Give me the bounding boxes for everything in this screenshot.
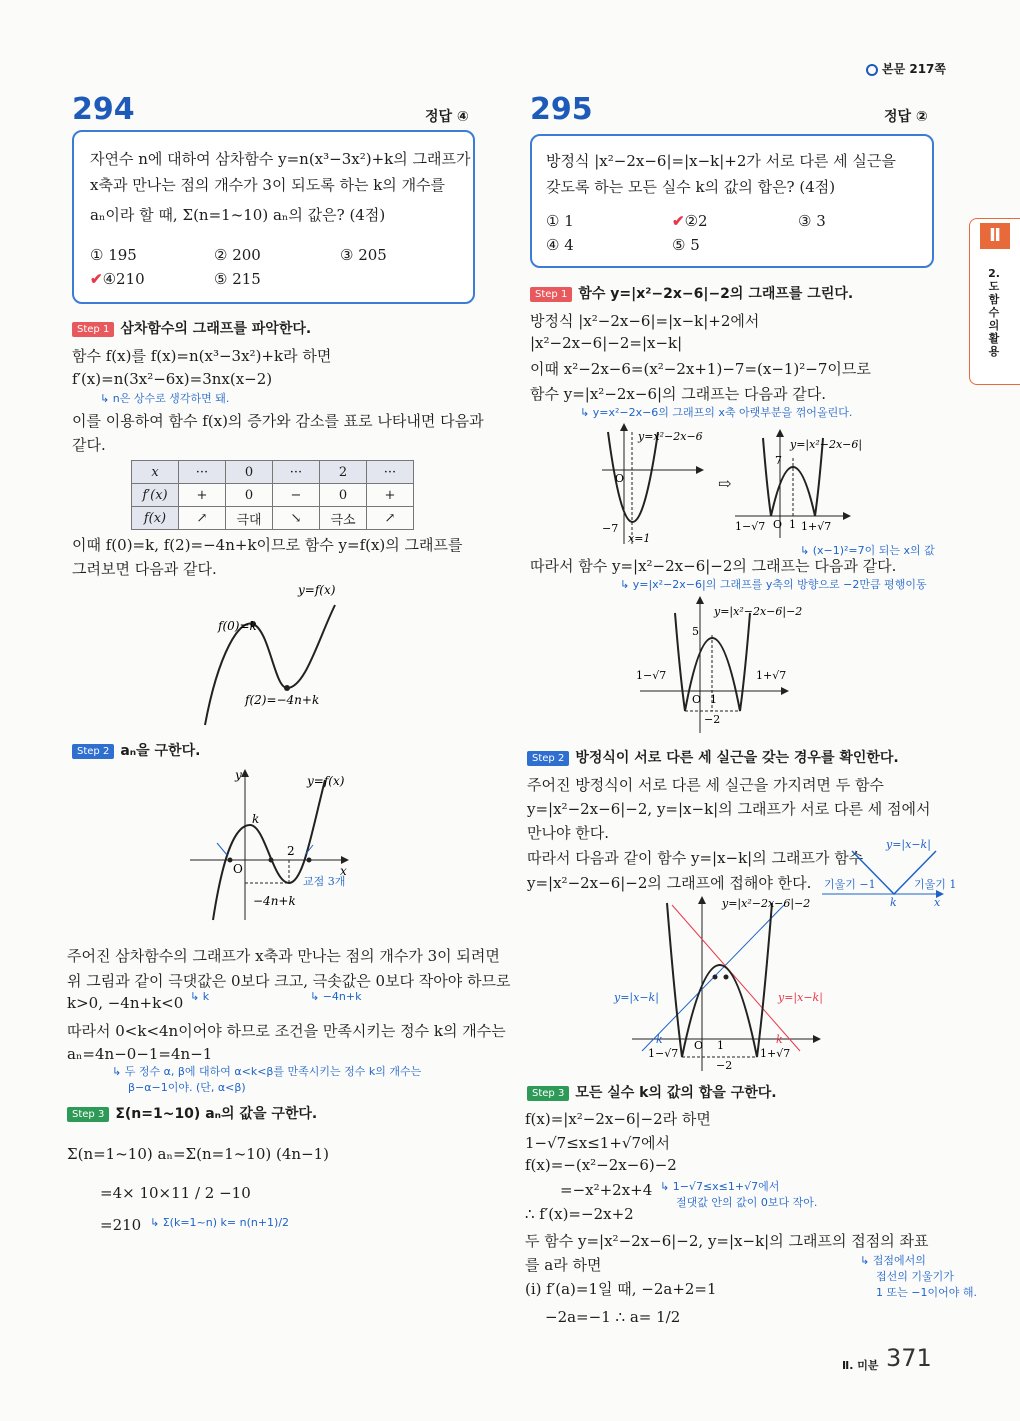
note-tangent-2: 접선의 기울기가 <box>876 1270 954 1283</box>
choice-1: ① 195 <box>90 246 137 264</box>
two-label: 2 <box>287 844 295 858</box>
k-label: k <box>890 896 897 909</box>
step-badge: Step 1 <box>72 322 114 337</box>
intersection-1 <box>228 858 233 863</box>
step2-heading-295: Step 2 방정식이 서로 다른 세 실근을 갖는 경우를 확인한다. <box>527 747 899 767</box>
m2-label: −2 <box>716 1059 733 1072</box>
problem-number-295: 295 <box>530 92 593 127</box>
choice-1: ① 1 <box>546 212 574 230</box>
s295-7: y=|x²−2x−6|−2, y=|x−k|의 그래프가 서로 다른 세 점에서 <box>527 800 931 818</box>
step1-heading-294: Step 1 삼차함수의 그래프를 파악한다. <box>72 318 311 338</box>
choice-2-selected: ✔②2 <box>672 212 708 230</box>
origin-label: O <box>692 693 702 706</box>
step1-heading-295: Step 1 함수 y=|x²−2x−6|−2의 그래프를 그린다. <box>530 283 853 303</box>
x-arrow <box>696 466 704 474</box>
table-cell: ↘ <box>273 507 320 530</box>
step-badge: Step 2 <box>72 744 114 759</box>
choice-4: ④ 4 <box>546 236 574 254</box>
table-cell: ··· <box>367 461 414 484</box>
shifted-curve <box>667 903 772 1057</box>
step-badge: Step 3 <box>527 1086 569 1101</box>
s295-11: f(x)=|x²−2x−6|−2라 하면 <box>525 1110 711 1128</box>
table-cell: + <box>367 484 414 507</box>
left-root-label: 1−√7 <box>735 520 766 533</box>
q294-line2: x축과 만나는 점의 개수가 3이 되도록 하는 k의 개수를 <box>90 176 446 194</box>
red-label: y=|x−k| <box>778 991 823 1004</box>
x1-label: x=1 <box>628 532 651 545</box>
table-cell: + <box>179 484 226 507</box>
s295-1: 방정식 |x²−2x−6|=|x−k|+2에서 <box>530 312 760 330</box>
tangent-point <box>724 975 729 980</box>
s294-7: 주어진 삼차함수의 그래프가 x축과 만나는 점의 개수가 3이 되려면 <box>67 947 500 965</box>
step-badge: Step 3 <box>67 1107 109 1122</box>
s294-6: 그려보면 다음과 같다. <box>72 560 217 578</box>
right-label: 1+√7 <box>756 669 787 682</box>
step2-heading-294: Step 2 aₙ을 구한다. <box>72 740 200 760</box>
note-min: ↳ −4n+k <box>310 990 362 1003</box>
y-label: y <box>235 768 242 782</box>
note-count: ↳ 두 정수 α, β에 대하여 α<k<β를 만족시키는 정수 k의 개수는 <box>112 1065 422 1078</box>
k-label: k <box>252 812 260 826</box>
s294-5: 이때 f(0)=k, f(2)=−4n+k이므로 함수 y=f(x)의 그래프를 <box>72 536 463 554</box>
s294-11: aₙ=4n−0−1=4n−1 <box>67 1045 213 1063</box>
s295-6: 주어진 방정식이 서로 다른 세 실근을 가지려면 두 함수 <box>527 776 884 794</box>
note-negative: 절댓값 안의 값이 0보다 작아. <box>676 1196 818 1209</box>
curve-label: y=f(x) <box>307 774 345 788</box>
cubic-graph-1 <box>190 580 360 730</box>
slope-right: 기울기 1 <box>914 878 957 891</box>
v-label: y=|x−k| <box>886 838 931 851</box>
page-ref: 본문 217쪽 <box>866 60 946 77</box>
origin-label: O <box>233 862 243 876</box>
origin-label: O <box>694 1039 704 1052</box>
s295-19: −2a=−1 ∴ a= 1/2 <box>545 1308 681 1326</box>
table-cell: x <box>132 461 179 484</box>
table-cell: 극소 <box>320 507 367 530</box>
origin-label: O <box>773 518 783 531</box>
choice-5: ⑤ 215 <box>214 270 261 288</box>
step-badge: Step 2 <box>527 751 569 766</box>
tangent-point <box>713 975 718 980</box>
table-cell: ↗ <box>367 507 414 530</box>
origin-label: O <box>615 472 625 485</box>
intersection-2 <box>269 858 274 863</box>
m2-label: −2 <box>704 713 721 726</box>
note-k: ↳ k <box>190 990 210 1003</box>
s295-17: 를 a라 하면 <box>525 1256 602 1274</box>
s295-14: =−x²+2x+4 <box>560 1181 653 1199</box>
min-label: f(2)=−4n+k <box>245 693 320 707</box>
parabola-graph <box>600 422 715 547</box>
choice-3: ③ 205 <box>340 246 387 264</box>
page-number: 371 <box>886 1344 932 1372</box>
answer-295: 정답 ② <box>884 109 928 125</box>
choice-5: ⑤ 5 <box>672 236 700 254</box>
low-label: −4n+k <box>253 894 296 908</box>
note-sigma: ↳ Σ(k=1~n) k= n(n+1)/2 <box>150 1216 290 1229</box>
right-root-label: 1+√7 <box>801 520 832 533</box>
s295-2: |x²−2x−6|−2=|x−k| <box>530 334 683 352</box>
answer-294: 정답 ④ <box>425 109 469 125</box>
y-arrow <box>241 769 249 777</box>
s294-13: =4× 10×11 / 2 −10 <box>100 1184 251 1202</box>
one-label: 1 <box>710 693 717 706</box>
note-roots: ↳ (x−1)²=7이 되는 x의 값 <box>800 544 935 557</box>
x-arrow <box>341 856 349 864</box>
note-shift: ↳ y=|x²−2x−6|의 그래프를 y축의 방향으로 −2만큼 평행이동 <box>620 578 927 591</box>
q294-line3: aₙ이라 할 때, Σ(n=1~10) aₙ의 값은? (4점) <box>90 206 386 224</box>
s295-13: f(x)=−(x²−2x−6)−2 <box>525 1156 677 1174</box>
chapter-tab <box>969 218 1020 385</box>
q295-line2: 갖도록 하는 모든 실수 k의 값의 합은? (4점) <box>546 178 836 196</box>
note-fold: ↳ y=x²−2x−6의 그래프의 x축 아랫부분을 꺾어올린다. <box>580 406 853 419</box>
y-arrow <box>696 596 704 604</box>
k-red-label: k <box>776 1033 783 1046</box>
s295-3: 이때 x²−2x−6=(x²−2x+1)−7=(x−1)²−7이므로 <box>530 360 871 378</box>
table-cell: ↗ <box>179 507 226 530</box>
blue-label: y=|x−k| <box>614 991 659 1004</box>
step3-heading-295: Step 3 모든 실수 k의 값의 합을 구한다. <box>527 1082 777 1102</box>
step-badge: Step 1 <box>530 287 572 302</box>
s295-18: (i) f′(a)=1일 때, −2a+2=1 <box>525 1280 717 1298</box>
s294-1: 함수 f(x)를 f(x)=n(x³−3x²)+k라 하면 <box>72 347 332 365</box>
curve-label: y=|x²−2x−6|−2 <box>714 605 803 618</box>
s295-9: 따라서 다음과 같이 함수 y=|x−k|의 그래프가 함수 <box>527 849 864 867</box>
cross-mark-1 <box>217 843 227 855</box>
step3-heading-294: Step 3 Σ(n=1~10) aₙ의 값을 구한다. <box>67 1103 317 1123</box>
x-arrow <box>781 687 789 695</box>
v-graph <box>822 836 957 909</box>
check-mark-icon: ✔ <box>672 212 685 230</box>
q295-line1: 방정식 |x²−2x−6|=|x−k|+2가 서로 다른 세 실근을 <box>546 152 896 170</box>
note-tangent-1: ↳ 접점에서의 <box>860 1254 926 1267</box>
increase-decrease-table <box>131 460 414 530</box>
footer-section: Ⅱ. 미분 <box>842 1359 879 1372</box>
arrow-icon: ↳ <box>100 392 110 405</box>
q294-line1: 자연수 n에 대하여 삼차함수 y=n(x³−3x²)+k의 그래프가 <box>90 150 471 168</box>
s294-10: 따라서 0<k<4n이어야 하므로 조건을 만족시키는 정수 k의 개수는 <box>67 1022 506 1040</box>
x-label: x <box>934 896 941 909</box>
curve-label: y=x²−2x−6 <box>638 430 703 443</box>
left-label: 1−√7 <box>648 1047 679 1060</box>
curve-label: y=f(x) <box>298 583 336 597</box>
x-arrow <box>843 512 851 520</box>
right-label: 1+√7 <box>760 1047 791 1060</box>
cubic-graph-2 <box>185 765 360 925</box>
min-point <box>284 685 290 691</box>
line-red <box>672 905 800 1051</box>
s294-14: =210 <box>100 1216 142 1234</box>
cross-count: 교점 3개 <box>303 875 346 888</box>
minus7-label: −7 <box>602 522 619 535</box>
max-label: f(0)=k <box>218 619 257 633</box>
choice-3: ③ 3 <box>798 212 826 230</box>
right-arrow-icon: ⇨ <box>718 474 732 493</box>
s295-8: 만나야 한다. <box>527 824 609 842</box>
s295-5: 따라서 함수 y=|x²−2x−6|−2의 그래프는 다음과 같다. <box>530 557 897 575</box>
abs-parabola-graph <box>735 428 863 543</box>
problem-number-294: 294 <box>72 92 135 127</box>
slope-left: 기울기 −1 <box>824 878 876 891</box>
tangent-graph <box>612 893 837 1073</box>
s295-10: y=|x²−2x−6|−2의 그래프에 접해야 한다. <box>527 874 812 892</box>
chapter-title: 2. 도 함 수 의 활 용 <box>988 267 1000 358</box>
y-arrow <box>776 429 784 437</box>
table-cell: f′(x) <box>132 484 179 507</box>
choice-4-selected: ✔④210 <box>90 270 145 288</box>
table-cell: − <box>273 484 320 507</box>
left-label: 1−√7 <box>636 669 667 682</box>
question-box-294 <box>72 130 475 304</box>
x-label: x <box>340 864 347 878</box>
check-mark-icon: ✔ <box>90 270 103 288</box>
circle-bullet-icon <box>866 64 878 76</box>
s294-3: 이를 이용하여 함수 f(x)의 증가와 감소를 표로 나타내면 다음과 <box>72 412 484 430</box>
table-cell: 0 <box>226 461 273 484</box>
table-cell: 극대 <box>226 507 273 530</box>
table-cell: f(x) <box>132 507 179 530</box>
s294-9: k>0, −4n+k<0 <box>67 994 184 1012</box>
x-arrow <box>813 1035 821 1043</box>
one-label: 1 <box>789 518 796 531</box>
table-cell: ··· <box>179 461 226 484</box>
s295-12: 1−√7≤x≤1+√7에서 <box>525 1134 671 1152</box>
s294-12: Σ(n=1~10) aₙ=Σ(n=1~10) (4n−1) <box>67 1145 330 1163</box>
s294-4: 같다. <box>72 436 106 454</box>
note-tangent-3: 1 또는 −1이어야 해. <box>876 1286 977 1299</box>
s294-2: f′(x)=n(3x²−6x)=3nx(x−2) <box>72 370 273 388</box>
five-label: 5 <box>692 625 699 638</box>
s294-8: 위 그림과 같이 극댓값은 0보다 크고, 극솟값은 0보다 작아야 하므로 <box>67 972 511 990</box>
s295-4: 함수 y=|x²−2x−6|의 그래프는 다음과 같다. <box>530 385 827 403</box>
table-cell: ··· <box>273 461 320 484</box>
y-arrow <box>698 896 706 904</box>
note-interval: ↳ 1−√7≤x≤1+√7에서 <box>660 1180 780 1193</box>
shifted-graph <box>630 595 803 735</box>
s295-15: ∴ f′(x)=−2x+2 <box>525 1205 634 1223</box>
curve-label: y=|x²−2x−6|−2 <box>722 897 811 910</box>
note-n-const: ↳ n은 상수로 생각하면 돼. <box>100 392 230 405</box>
s295-16: 두 함수 y=|x²−2x−6|−2, y=|x−k|의 그래프의 접점의 좌표 <box>525 1232 929 1250</box>
note-count-2: β−α−1이야. (단, α<β) <box>128 1081 246 1094</box>
curve-label: y=|x²−2x−6| <box>790 438 863 451</box>
table-cell: 2 <box>320 461 367 484</box>
one-label: 1 <box>717 1039 724 1052</box>
choice-2: ② 200 <box>214 246 261 264</box>
k-blue-label: k <box>656 1033 663 1046</box>
table-cell: 0 <box>226 484 273 507</box>
y-arrow <box>620 423 628 431</box>
table-cell: 0 <box>320 484 367 507</box>
question-box-295 <box>530 134 934 268</box>
intersection-3 <box>307 858 312 863</box>
seven-label: 7 <box>775 454 782 467</box>
chapter-roman: Ⅱ <box>980 223 1010 249</box>
